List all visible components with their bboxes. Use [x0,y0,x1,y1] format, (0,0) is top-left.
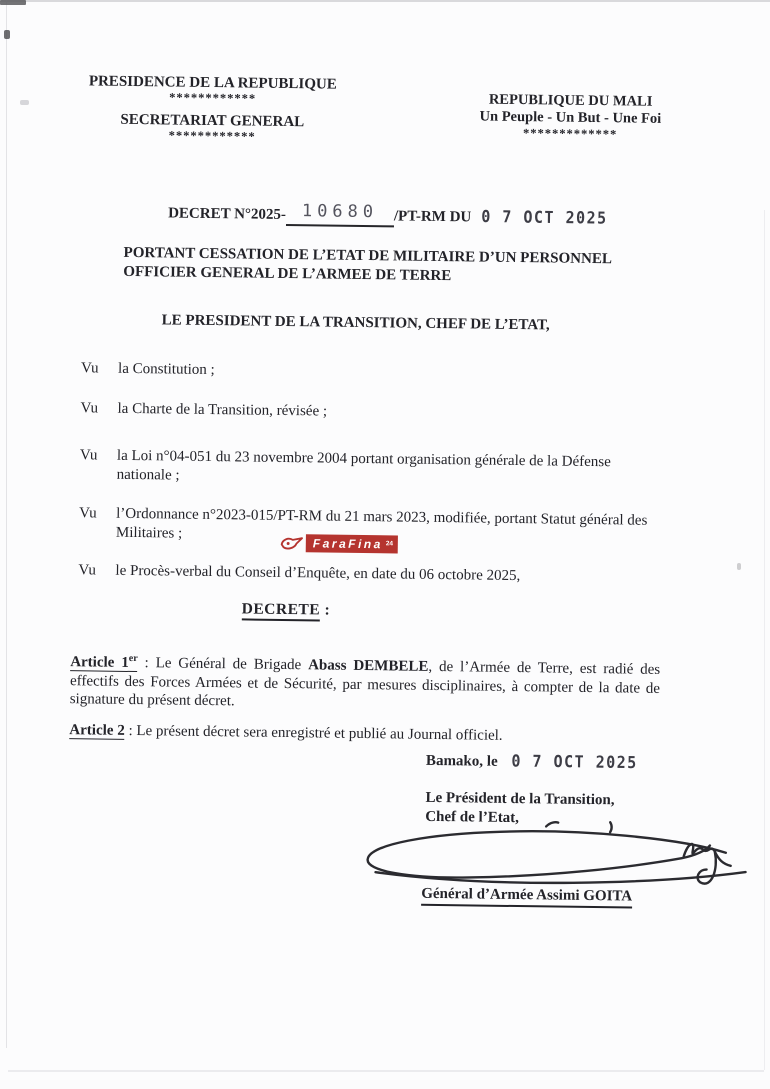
country-name: REPUBLIQUE DU MALI [488,91,653,110]
letterhead-left-title: PRESIDENCE DE LA REPUBLIQUE [88,73,337,93]
letterhead-left-subtitle: SECRETARIAT GENERAL [120,111,305,130]
letterhead-left [77,73,348,144]
stars-divider: ************ [169,90,257,106]
article-1-label: Article 1er [70,652,138,671]
visa-text: le Procès-verbal du Conseil d’Enquête, en date du 06 octobre 2025, [115,562,521,585]
article-1-text-continued: , de l’Armée de Terre, est radié des effectifs des Forces Armées et de Sécurité, par mesures disciplinaires, à compter de la date de signature du présent décret. [69,658,661,710]
visa-label: Vu [80,360,99,377]
stamped-date: 0 7 OCT 2025 [511,751,638,773]
visa-label: Vu [80,400,99,417]
signatory-name: Général d’Armée Assimi GOITA [421,886,632,909]
enactment-heading-text: DECRETE [242,600,321,621]
pointing-hand-icon [280,534,304,551]
article-2-label: Article 2 [69,722,125,739]
article-1-label-superscript: er [128,652,138,665]
watermark [280,534,398,554]
decree-subject [123,244,668,290]
visa-item [81,359,681,386]
signatory-title-line2: Chef de l’Etat, [425,808,520,827]
signatory-title-line1: Le Président de la Transition, [425,789,615,809]
article-1-separator: : [137,655,156,672]
watermark-brand: FaraFina [312,536,383,552]
decree-subject-line1: PORTANT CESSATION DE L’ETAT DE MILITAIRE D’UN PERSONNEL [123,244,613,268]
stars-divider: ************* [523,125,618,142]
visa-text: l’Ordonnance n°2023-015/PT-RM du 21 mars 2023, modifiée, portant Statut général des Militaires ; [115,505,648,542]
visa-text: la Constitution ; [117,360,215,379]
stamped-decree-number: 10680 [301,201,379,223]
stamped-date: 0 7 OCT 2025 [481,206,608,229]
decree-number-suffix: /PT-RM DU [393,208,472,226]
visa-item [80,399,680,426]
article-2 [69,721,679,748]
visa-text: la Loi n°04-051 du 23 novembre 2004 portant organisation générale de la Défense nationale ; [116,447,611,484]
enactment-heading [71,598,501,622]
visa-text: la Charte de la Transition, révisée ; [117,400,328,420]
visa-list [78,359,681,588]
article-2-text: Le présent décret sera enregistré et publié au Journal officiel. [136,723,503,744]
officer-name: Abass DEMBELE [308,657,429,675]
letterhead-right [459,91,682,141]
decree-number-prefix: DECRET N°2025- [168,205,287,223]
visa-item [78,561,678,588]
visa-item [80,446,680,492]
authority-heading: LE PRESIDENT DE LA TRANSITION, CHEF DE L’ETAT, [161,312,550,334]
decree-number-blank [286,201,394,227]
enactment-heading-colon: : [320,601,331,619]
watermark-suffix: 24 [385,540,394,548]
watermark-banner [306,534,398,553]
stars-divider: ************ [168,128,256,144]
article-2-separator: : [124,722,137,740]
national-motto: Un Peuple - Un But - Une Foi [479,108,662,128]
article-1 [70,649,661,716]
closing-place-date [426,751,638,773]
visa-label: Vu [79,505,97,522]
decree-subject-line2: OFFICIER GENERAL DE L’ARMEE DE TERRE [123,264,452,285]
decree-number-line [168,202,608,230]
article-1-text: Le Général de Brigade [155,655,309,674]
place-label: Bamako, le [425,752,498,770]
visa-label: Vu [78,562,96,579]
visa-label: Vu [79,447,98,464]
